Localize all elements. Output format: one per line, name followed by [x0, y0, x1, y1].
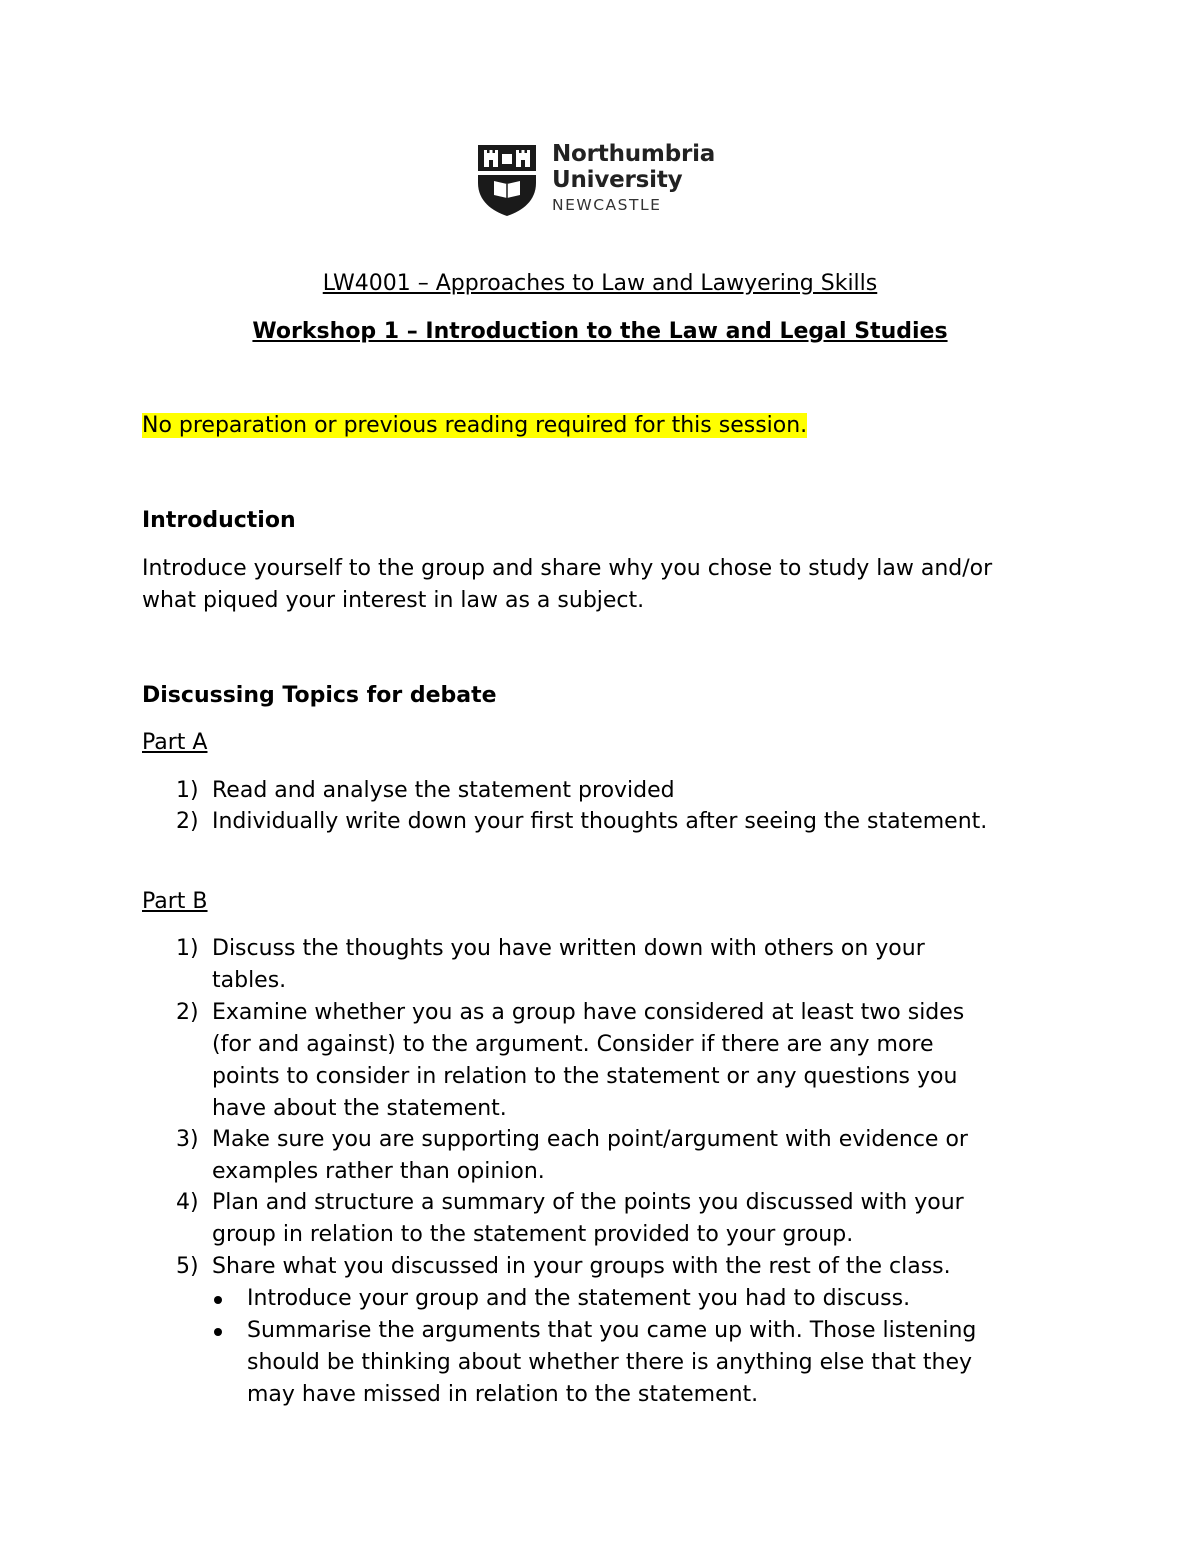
list-number: 4) — [176, 1190, 199, 1215]
list-item-text: points to consider in relation to the statement or any questions you — [212, 1064, 958, 1089]
bullet-item-text: should be thinking about whether there is anything else that they — [247, 1350, 973, 1375]
crest-icon — [476, 143, 538, 217]
list-item-text: Read and analyse the statement provided — [212, 778, 675, 803]
bullet-item — [0, 1315, 1200, 1411]
list-item-text: Discuss the thoughts you have written down with others on your — [212, 936, 925, 961]
list-item — [0, 933, 1200, 997]
bullet-item-text: Summarise the arguments that you came up with. Those listening — [247, 1318, 977, 1343]
introduction-heading: Introduction — [142, 508, 296, 533]
module-title: LW4001 – Approaches to Law and Lawyering Skills — [322, 271, 878, 296]
preparation-notice — [142, 410, 807, 442]
list-item-text: tables. — [212, 968, 287, 993]
logo-line-newcastle: NEWCASTLE — [552, 196, 662, 214]
bullet-item-text: may have missed in relation to the statement. — [247, 1382, 759, 1407]
list-number: 2) — [176, 809, 199, 834]
workshop-title: Workshop 1 – Introduction to the Law and Legal Studies — [252, 319, 948, 344]
list-number: 1) — [176, 778, 199, 803]
part-b-title: Part B — [142, 889, 208, 914]
list-item — [0, 1251, 1200, 1283]
list-item-text: Individually write down your first thoughts after seeing the statement. — [212, 809, 988, 834]
list-number: 2) — [176, 1000, 199, 1025]
part-a-title: Part A — [142, 730, 208, 755]
logo-line-northumbria: Northumbria — [552, 141, 716, 167]
list-item-text: Make sure you are supporting each point/argument with evidence or — [212, 1127, 968, 1152]
list-item — [0, 1187, 1200, 1251]
logo-line-university: University — [552, 167, 683, 193]
highlighted-notice: No preparation or previous reading required for this session. — [142, 413, 808, 438]
bullet-icon — [214, 1328, 222, 1336]
list-item-text: Share what you discussed in your groups with the rest of the class. — [212, 1254, 951, 1279]
list-item-text: Examine whether you as a group have considered at least two sides — [212, 1000, 965, 1025]
discussion-heading: Discussing Topics for debate — [142, 683, 497, 708]
list-number: 3) — [176, 1127, 199, 1152]
list-item-text: examples rather than opinion. — [212, 1159, 545, 1184]
bullet-item — [0, 1283, 1200, 1315]
list-number: 5) — [176, 1254, 199, 1279]
bullet-icon — [214, 1296, 222, 1304]
bullet-item-text: Introduce your group and the statement you had to discuss. — [247, 1286, 911, 1311]
wordmark — [552, 141, 715, 217]
list-number: 1) — [176, 936, 199, 961]
list-item — [0, 1124, 1200, 1188]
list-item-text: Plan and structure a summary of the points you discussed with your — [212, 1190, 964, 1215]
introduction-text-line-1: Introduce yourself to the group and share why you chose to study law and/or — [142, 556, 993, 581]
list-item-text: (for and against) to the argument. Consider if there are any more — [212, 1032, 934, 1057]
list-item-text: have about the statement. — [212, 1096, 507, 1121]
list-item — [0, 806, 1200, 838]
university-logo — [476, 141, 716, 221]
list-item-text: group in relation to the statement provided to your group. — [212, 1222, 854, 1247]
list-item — [0, 997, 1200, 1125]
list-item — [0, 775, 1200, 807]
introduction-text-line-2: what piqued your interest in law as a subject. — [142, 588, 645, 613]
